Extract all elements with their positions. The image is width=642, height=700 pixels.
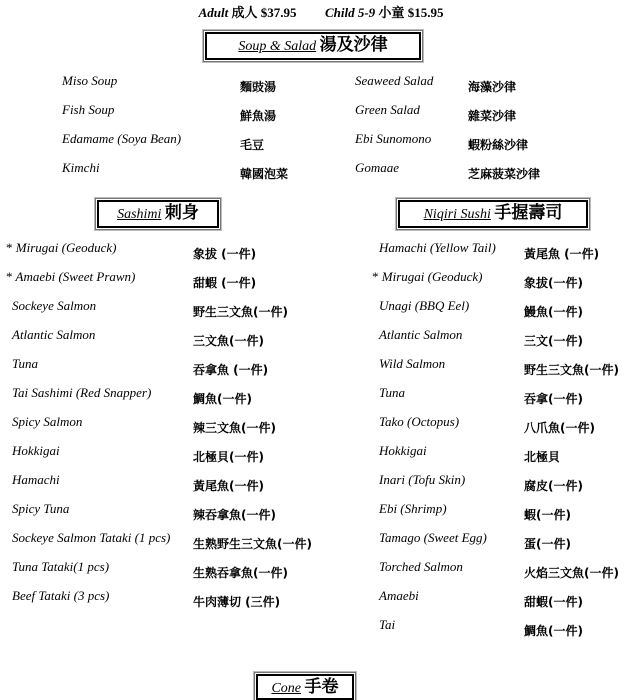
menu-item-cn: 鰻魚(一件) <box>524 305 583 319</box>
menu-item-name: Hokkigai <box>379 443 427 458</box>
menu-item-name: Atlantic Salmon <box>12 327 96 342</box>
menu-item-cn: 芝麻菠菜沙律 <box>468 167 541 181</box>
menu-item-name: * Mirugai (Geoduck) <box>6 240 117 255</box>
cone-title-cn: 手卷 <box>304 677 339 697</box>
menu-item-cn: 蛋(一件) <box>524 537 571 551</box>
cone-title-en: Cone <box>271 681 302 696</box>
adult-cn-label: 成人 <box>231 5 258 20</box>
menu-item-cn: 海藻沙律 <box>468 80 517 94</box>
menu-item-cn: 鯛魚(一件) <box>193 392 252 406</box>
soup-salad-title-en: Soup & Salad <box>238 39 317 54</box>
menu-item-cn: 三文(一件) <box>524 334 583 348</box>
menu-item-cn: 火焰三文魚(一件) <box>524 566 619 580</box>
menu-item-cn: 辣吞拿魚(一件) <box>193 508 276 522</box>
nigiri-title-cn: 手握壽司 <box>494 203 563 223</box>
menu-item-name: Green Salad <box>355 102 420 117</box>
menu-item-cn: 生熟吞拿魚(一件) <box>193 566 288 580</box>
menu-item-name: Amaebi <box>379 588 419 603</box>
menu-item-name: Tai Sashimi (Red Snapper) <box>12 385 152 400</box>
menu-item-cn: 黃尾魚(一件) <box>193 479 264 493</box>
menu-item-cn: 象拔(一件) <box>524 276 583 290</box>
menu-item-name: Miso Soup <box>62 73 118 88</box>
menu-item-cn: 腐皮(一件) <box>524 479 583 493</box>
adult-label: Adult <box>198 5 229 20</box>
menu-item-name: Torched Salmon <box>379 559 463 574</box>
special-marker: * <box>372 269 379 284</box>
menu-item-cn: 蝦粉絲沙律 <box>468 138 529 152</box>
soup-salad-header <box>205 32 421 60</box>
menu-item-cn: 野生三文魚(一件) <box>193 305 288 319</box>
menu-item-name: Atlantic Salmon <box>379 327 463 342</box>
menu-item-name: Tuna <box>379 385 406 400</box>
menu-item-name: Sockeye Salmon Tataki (1 pcs) <box>12 530 171 545</box>
sashimi-title-cn: 刺身 <box>164 203 199 223</box>
menu-item-name: Tai <box>379 617 396 632</box>
menu-item-name: Hamachi (Yellow Tail) <box>379 240 496 255</box>
nigiri-title-en: Niqiri Sushi <box>423 207 491 222</box>
nigiri-header <box>398 200 588 228</box>
menu-item-name: Hamachi <box>12 472 60 487</box>
menu-item-cn: 鯛魚(一件) <box>524 624 583 638</box>
menu-item-name: Fish Soup <box>62 102 115 117</box>
child-cn-label: 小童 <box>378 5 405 20</box>
menu-item-name: Tamago (Sweet Egg) <box>379 530 487 545</box>
sashimi-header <box>97 200 219 228</box>
menu-item-name: Edamame (Soya Bean) <box>62 131 182 146</box>
menu-item-cn: 毛豆 <box>240 138 265 152</box>
menu-item-name: Wild Salmon <box>379 356 446 371</box>
menu-item-cn: 八爪魚(一件) <box>524 421 595 435</box>
menu-item-name: Tuna Tataki(1 pcs) <box>12 559 110 574</box>
menu-item-name: Spicy Salmon <box>12 414 83 429</box>
menu-item-cn: 吞拿(一件) <box>524 392 583 406</box>
menu-item-name: Tako (Octopus) <box>379 414 460 429</box>
menu-item-cn: 三文魚(一件) <box>193 334 264 348</box>
menu-item-name: Hokkigai <box>12 443 60 458</box>
menu-item-name: Spicy Tuna <box>12 501 70 516</box>
child-label: Child 5-9 <box>324 5 376 20</box>
menu-item-name: Sockeye Salmon <box>12 298 97 313</box>
menu-item-name: Beef Tataki (3 pcs) <box>12 588 110 603</box>
menu-item-cn: 辣三文魚(一件) <box>193 421 276 435</box>
menu-item-cn: 蝦(一件) <box>524 508 571 522</box>
menu-item-name: Seaweed Salad <box>355 73 434 88</box>
menu-item-cn: 甜蝦 (一件) <box>193 276 257 290</box>
menu-item-cn: 野生三文魚(一件) <box>524 363 619 377</box>
menu-item-name: * Mirugai (Geoduck) <box>372 269 483 284</box>
menu-item-cn: 黃尾魚 (一件) <box>524 247 600 261</box>
child-price: $15.95 <box>407 5 444 20</box>
menu-item-name: Inari (Tofu Skin) <box>379 472 466 487</box>
menu-item-cn: 甜蝦(一件) <box>524 595 583 609</box>
menu-item-name: * Amaebi (Sweet Prawn) <box>6 269 136 284</box>
menu-item-name: Ebi Sunomono <box>355 131 432 146</box>
soup-salad-title-cn: 湯及沙律 <box>319 35 388 55</box>
menu-item-cn: 韓國泡菜 <box>240 167 289 181</box>
menu-item-cn: 雜菜沙律 <box>468 109 517 123</box>
sashimi-title-en: Sashimi <box>117 207 162 222</box>
menu-item-cn: 北極貝(一件) <box>193 450 264 464</box>
menu-item-name: Kimchi <box>62 160 100 175</box>
menu-item-cn: 牛肉薄切 (三件) <box>193 595 281 609</box>
menu-item-name: Ebi (Shrimp) <box>379 501 447 516</box>
menu-item-name: Unagi (BBQ Eel) <box>379 298 470 313</box>
special-marker: * <box>6 240 13 255</box>
menu-item-cn: 麵豉湯 <box>240 80 277 94</box>
menu-item-cn: 生熟野生三文魚(一件) <box>193 537 312 551</box>
menu-item-cn: 吞拿魚 (一件) <box>193 363 269 377</box>
menu-item-name: Gomaae <box>355 160 400 175</box>
menu-item-cn: 象拔 (一件) <box>193 247 257 261</box>
menu-item-name: Tuna <box>12 356 39 371</box>
special-marker: * <box>6 269 13 284</box>
menu-item-cn: 鮮魚湯 <box>240 109 277 123</box>
menu-item-cn: 北極貝 <box>524 450 561 464</box>
adult-price: $37.95 <box>260 5 297 20</box>
cone-header <box>256 674 354 700</box>
price-line <box>0 2 642 21</box>
